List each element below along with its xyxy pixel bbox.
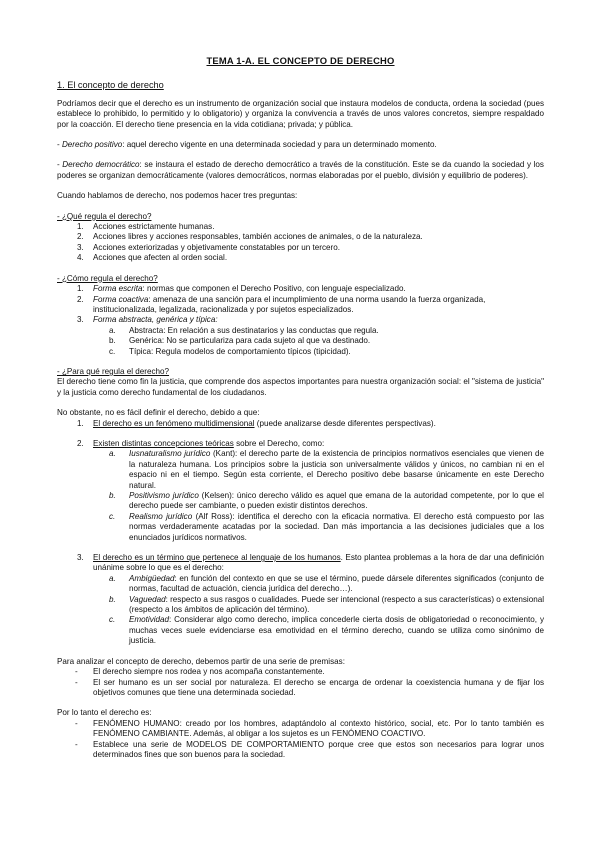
derecho-democratico-paragraph: - Derecho democrático: se instaura el estado de derecho democrático a través de la constitución. Este se da cuando la sociedad y los poderes se organizan democráticamente (valores democráticos, normas elaboradas por el pueblo, división y equilibrio de poderes).	[57, 160, 544, 180]
sublist-item-text: Típica: Regula modelos de comportamiento típicos (tipicidad).	[129, 346, 351, 356]
sublist-item-term: Iusnaturalismo jurídico	[129, 449, 211, 459]
spacer	[57, 429, 544, 439]
section-heading: 1. El concepto de derecho	[57, 80, 164, 91]
premisa-text: El derecho siempre nos rodea y nos acompaña constantemente.	[93, 667, 325, 677]
sublist-item-text: (Kelsen): único derecho válido es aquel que emana de la autoridad competente, por lo que el derecho puede ser cambiante, o pueden existir distintos derechos.	[129, 491, 544, 511]
list-item-text: Acciones estrictamente humanas.	[93, 222, 215, 232]
conclusion-item: - Establece una serie de MODELOS DE COMPORTAMIENTO porque cree que estos son necesarios para lograr unos determinados fines que son buenos para la sociedad.	[75, 739, 544, 759]
list-item: 2. Forma coactiva: amenaza de una sanción para el incumplimiento de una norma usando la fuerza organizada, institucionalizada, legalizada, racionalizada y por sujetos especializados.	[77, 294, 486, 314]
reason-text: . Esto plantea problemas a la hora de dar una definición unánime sobre lo que es el derecho:	[93, 553, 544, 573]
question-que-regula: - ¿Qué regula el derecho?	[57, 211, 152, 221]
sublist-item-term: Realismo jurídico	[129, 511, 193, 521]
spacer	[57, 647, 544, 657]
sublist-item: b. Genérica: No se particulariza para cada sujeto al que va destinado.	[109, 336, 371, 346]
list-item-text: : amenaza de una sanción para el incumplimiento de una norma usando la fuerza organizada, institucionalizada, legalizada, racionalizada y por sujetos especializados.	[93, 294, 486, 314]
list-item: 1. Acciones estrictamente humanas.	[77, 222, 215, 232]
sublist-item-text: (Alf Ross): identifica el derecho con la eficacia normativa. El derecho está compuesto por las normas verdaderamente acatadas por la sociedad. Dan más importancia a las decisiones judiciales que a los enunciados jurídicos normativos.	[129, 511, 544, 542]
sublist-item-text: : Considerar algo como derecho, implica concederle cierta dosis de obligatoriedad o reconocimiento, y muchas veces suele evidenciarse esa emotividad en el término derecho, cuando se utiliza como sinónimo de justicia.	[129, 615, 544, 646]
conclusion-list	[57, 719, 544, 761]
sublist-item-text: Abstracta: En relación a sus destinatarios y las conductas que regula.	[129, 325, 379, 335]
sublist-item-text: (Kant): el derecho parte de la existencia de principios normativos esenciales que vienen de la naturaleza humana. Los principios sobre la justicia son universalmente válidos y únicos, no cambian ni en el espacio ni en el tiempo. Según esta corriente, el Derecho positivo debe basarse únicamente en este Derecho natural.	[129, 449, 545, 490]
q2-list	[57, 284, 544, 357]
list-item-term: Forma coactiva	[93, 294, 149, 304]
premisas-list	[57, 667, 544, 698]
list-item-text: Acciones exteriorizadas y objetivamente constatables por un tercero.	[93, 242, 340, 252]
sublist-item-text: : respecto a sus rasgos o cualidades. Puede ser intencional (respecto a sus características) o extensional (respecto a los ámbitos de aplicación del término).	[129, 594, 544, 615]
document-page	[57, 56, 544, 760]
list-item-term: Forma abstracta, genérica y típica:	[93, 315, 218, 325]
reason-heading: El derecho es un término que pertenece al lenguaje de los humanos	[93, 553, 341, 563]
derecho-positivo-term: Derecho positivo	[61, 140, 123, 150]
sublist-item: b. Vaguedad: respecto a sus rasgos o cualidades. Puede ser intencional (respecto a sus características) o extensional (respecto a los ámbitos de aplicación del término).	[109, 594, 544, 615]
premisa-text: El ser humano es un ser social por naturaleza. El derecho se encarga de ordenar la coexistencia humana y de fijar los objetivos comunes que tiene una determinada sociedad.	[93, 677, 544, 697]
document-title: TEMA 1-A. EL CONCEPTO DE DERECHO	[206, 55, 395, 66]
reason-text: (puede analizarse desde diferentes perspectivas).	[254, 418, 436, 428]
lenguaje-sublist	[57, 574, 544, 647]
derecho-democratico-term: Derecho democrático	[62, 160, 140, 170]
sublist-item-term: Ambigüedad	[129, 573, 175, 583]
premisa-item: - El ser humano es un ser social por naturaleza. El derecho se encarga de ordenar la coexistencia humana y de fijar los objetivos comunes que tiene una determinada sociedad.	[75, 677, 544, 697]
no-definition-intro: No obstante, no es fácil definir el derecho, debido a que:	[57, 408, 260, 418]
sublist-item-term: Emotividad	[129, 615, 170, 625]
question-como-regula: - ¿Cómo regula el derecho?	[57, 273, 158, 283]
list-item: 3. Acciones exteriorizadas y objetivamente constatables por un tercero.	[77, 242, 340, 252]
conclusion-text: Establece una serie de MODELOS DE COMPORTAMIENTO porque cree que estos son necesarios para lograr unos determinados fines que son buenos para la sociedad.	[93, 739, 544, 759]
questions-intro: Cuando hablamos de derecho, nos podemos hacer tres preguntas:	[57, 191, 298, 201]
premisas-intro: Para analizar el concepto de derecho, debemos partir de una serie de premisas:	[57, 656, 345, 666]
sublist-item: b. Positivismo jurídico (Kelsen): único derecho válido es aquel que emana de la autoridad competente, por lo que el derecho puede ser cambiante, o pueden existir distintos derechos.	[109, 491, 544, 511]
premisa-item: - El derecho siempre nos rodea y nos acompaña constantemente.	[75, 667, 325, 677]
derecho-positivo-paragraph: - Derecho positivo: aquel derecho vigente en una determinada sociedad y para un determinado momento.	[57, 140, 437, 150]
conclusion-text: FENÓMENO HUMANO: creado por los hombres, adaptándolo al contexto histórico, social, etc. Por lo tanto también es FENÓMENO CAMBIANTE. Además, al obligar a los sujetos es un FENÓMENO COACTIVO.	[93, 718, 544, 739]
sublist-item: a. Abstracta: En relación a sus destinatarios y las conductas que regula.	[109, 325, 379, 335]
sublist-item-text: : en función del contexto en que se use el término, puede dársele diferentes significados (conjunto de normas, facultad de actuación, ciencia jurídica del derecho…).	[129, 573, 544, 594]
conclusion-item: - FENÓMENO HUMANO: creado por los hombres, adaptándolo al contexto histórico, social, etc. Por lo tanto también es FENÓMENO CAMBIANTE. Además, al obligar a los sujetos es un FENÓMENO COACTIVO.	[75, 718, 544, 739]
sublist-item-text: Genérica: No se particulariza para cada sujeto al que va destinado.	[129, 336, 371, 346]
por-lo-tanto: Por lo tanto el derecho es:	[57, 708, 152, 718]
list-item: 2. Acciones libres y acciones responsables, también acciones de animales, o de la naturaleza.	[77, 232, 423, 242]
sublist-item: c. Emotividad: Considerar algo como derecho, implica concederle cierta dosis de obligatoriedad o reconocimiento, y muchas veces suele evidenciarse esa emotividad en el término derecho, cuando se utiliza como sinónimo de justicia.	[109, 615, 544, 646]
sublist-item: a. Ambigüedad: en función del contexto en que se use el término, puede dársele diferentes significados (conjunto de normas, facultad de actuación, ciencia jurídica del derecho…).	[109, 573, 544, 594]
spacer	[57, 543, 544, 553]
sublist-item: c. Típica: Regula modelos de comportamiento típicos (tipicidad).	[109, 346, 351, 356]
q3-paragraph: El derecho tiene como fin la justicia, que comprende dos aspectos importantes para nuestra organización social: el "sistema de justicia" y la justicia como derecho fundamental de los ciudadanos.	[57, 377, 544, 397]
q2-sublist	[57, 326, 544, 357]
reason-text: sobre el Derecho, como:	[233, 438, 325, 448]
list-item: 4. Acciones que afecten al orden social.	[77, 253, 228, 263]
reason-heading: El derecho es un fenómeno multidimensional	[93, 418, 255, 428]
sublist-item: a. Iusnaturalismo jurídico (Kant): el derecho parte de la existencia de principios normativos esenciales que vienen de la naturaleza humana. Los principios sobre la justicia son universalmente válidos y únicos, no cambian ni en el espacio ni en el tiempo. Según esta corriente, el Derecho positivo debe basarse únicamente en este Derecho natural.	[109, 449, 545, 490]
list-item-term: Forma escrita	[93, 284, 143, 294]
reason-heading: Existen distintas concepciones teóricas	[93, 438, 234, 448]
sublist-item-term: Vaguedad	[129, 594, 166, 604]
reason-item: 3. El derecho es un término que pertenece al lenguaje de los humanos. Esto plantea problemas a la hora de dar una definición unánime sobre lo que es el derecho: a. Ambigüedad: en función del contexto en que se use el término, puede dársele diferentes significados (conjunto de normas, facultad de actuación, ciencia jurídica del derecho…). b. Vaguedad: respecto a sus rasgos o cualidades. Puede ser intencional (respecto a sus características) o extensional (respecto a los ámbitos de aplicación del término). c. Emotividad: Considerar algo como derecho, implica concederle cierta dosis de obligatoriedad o reconocimiento, y muchas veces suele evidenciarse esa emotividad en el término derecho, cuando se utiliza como sinónimo de justicia.	[57, 553, 544, 647]
list-item: 3. Forma abstracta, genérica y típica: a. Abstracta: En relación a sus destinatarios y las conductas que regula. b. Genérica: No se particulariza para cada sujeto al que va destinado. c. Típica: Regula modelos de comportamiento típicos (tipicidad).	[57, 315, 544, 357]
list-item-text: : normas que componen el Derecho Positivo, con lenguaje especializado.	[142, 284, 406, 294]
q1-list	[57, 222, 544, 264]
list-item: 1. Forma escrita: normas que componen el Derecho Positivo, con lenguaje especializado.	[77, 284, 406, 294]
intro-paragraph: Podríamos decir que el derecho es un instrumento de organización social que instaura modelos de conducta, ordena la sociedad (pues establece lo prohibido, lo permitido y lo obligatorio) y organiza la convivencia a través de unos valores concretos, siempre respaldado por la coacción. El derecho tiene presencia en la vida cotidiana; privada; y pública.	[57, 98, 544, 129]
derecho-democratico-text: : se instaura el estado de derecho democrático a través de la constitución. Este se da cuando la sociedad y los poderes se organizan democráticamente (valores democráticos, normas elaboradas por el pueblo, división y equilibrio de poderes).	[57, 160, 544, 180]
sublist-item-term: Positivismo jurídico	[129, 491, 199, 500]
derecho-positivo-text: : aquel derecho vigente en una determinada sociedad y para un determinado momento.	[122, 140, 437, 150]
question-para-que-regula: - ¿Para qué regula el derecho?	[57, 366, 170, 376]
sublist-item: c. Realismo jurídico (Alf Ross): identifica el derecho con la eficacia normativa. El derecho está compuesto por las normas verdaderamente acatadas por la sociedad. Dan más importancia a las decisiones judiciales que a los enunciados jurídicos normativos.	[109, 511, 544, 542]
reason-item: 2. Existen distintas concepciones teóricas sobre el Derecho, como: a. Iusnaturalismo jurídico (Kant): el derecho parte de la existencia de principios normativos esenciales que vienen de la naturaleza humana. Los principios sobre la justicia son universalmente válidos y únicos, no cambian ni en el espacio ni en el tiempo. Según esta corriente, el Derecho positivo debe basarse únicamente en este Derecho natural. b. Positivismo jurídico (Kelsen): único derecho válido es aquel que emana de la autoridad competente, por lo que el derecho puede ser cambiante, o pueden existir distintos derechos. c. Realismo jurídico (Alf Ross): identifica el derecho con la eficacia normativa. El derecho está compuesto por las normas verdaderamente acatadas por la sociedad. Dan más importancia a las decisiones judiciales que a los enunciados jurídicos normativos.	[57, 439, 544, 543]
reason-item: 1. El derecho es un fenómeno multidimensional (puede analizarse desde diferentes perspectivas).	[77, 418, 436, 428]
reasons-list	[57, 419, 544, 647]
list-item-text: Acciones libres y acciones responsables, también acciones de animales, o de la naturaleza.	[93, 232, 423, 242]
list-item-text: Acciones que afecten al orden social.	[93, 253, 228, 263]
concepciones-sublist	[57, 449, 544, 543]
